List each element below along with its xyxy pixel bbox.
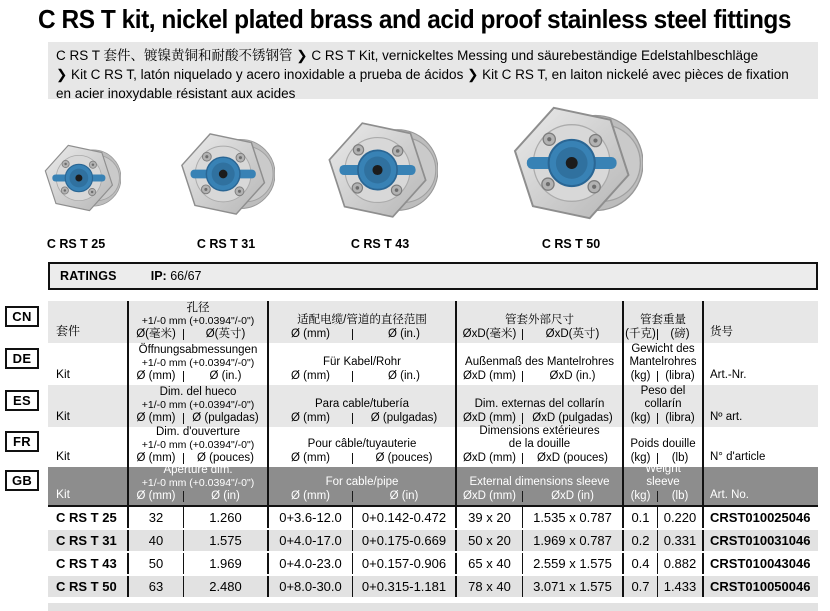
unit-label: ØxD (mm)	[462, 412, 516, 424]
group-title: External dimensions sleeve	[469, 476, 610, 488]
unit-label: (lb)	[671, 490, 689, 502]
page-title: C RS T kit, nickel plated brass and acid proof stainless steel fittings	[38, 4, 792, 34]
cable-in: 0+0.315-1.181	[352, 576, 455, 597]
cable-header-group	[267, 343, 455, 385]
product-label: C RS T 50	[541, 237, 601, 251]
group-title: collarín	[644, 398, 682, 410]
unit-labels	[129, 451, 267, 465]
multilingual-description	[48, 42, 818, 99]
weight-kg: 0.2	[622, 530, 657, 551]
aperture-header-group	[127, 385, 267, 427]
sleeve-mm: 65 x 40	[455, 553, 522, 574]
weight-lb: 0.331	[657, 530, 702, 551]
group-title: Dimensions extérieures	[479, 425, 600, 437]
group-title: 管套外部尺寸	[505, 314, 574, 326]
cable-header-group	[267, 427, 455, 467]
aperture-in: 2.480	[183, 576, 267, 597]
weight-kg: 0.7	[622, 576, 657, 597]
lang-badge-cn: CN	[5, 306, 39, 327]
group-title: Gewicht des	[631, 343, 695, 355]
cable-mm: 0+8.0-30.0	[267, 576, 352, 597]
table-row	[48, 576, 818, 597]
unit-labels	[269, 327, 455, 341]
kit-name: C RS T 31	[56, 533, 117, 548]
group-title: Dim. d'ouverture	[155, 426, 240, 438]
kit-header-cell: Kit	[56, 367, 71, 381]
unit-label: Ø (pulgadas)	[192, 412, 259, 424]
unit-label: ØxD (pulgadas)	[532, 412, 613, 424]
weight-header-group	[622, 343, 702, 385]
unit-label: Ø (in.)	[388, 328, 420, 340]
unit-labels	[624, 369, 702, 383]
unit-label: Ø (mm)	[136, 412, 176, 424]
unit-labels	[269, 369, 455, 383]
sleeve-header-group	[455, 301, 622, 343]
group-title: 管套重量	[640, 314, 686, 326]
unit-label: Ø(英寸)	[205, 328, 246, 340]
kit-header-cell: Kit	[56, 449, 71, 463]
unit-labels	[129, 327, 267, 341]
art-header-cell: Nº art.	[702, 385, 818, 427]
tolerance-label: +1/-0 mm (+0.0394"/-0")	[141, 315, 255, 327]
group-title: For cable/pipe	[325, 476, 399, 488]
product-figure	[326, 114, 438, 231]
kit-header-cell: Kit	[56, 487, 71, 501]
unit-label: (kg)	[630, 370, 651, 382]
weight-header-group	[622, 385, 702, 427]
unit-labels	[457, 451, 622, 465]
product-figure	[511, 97, 643, 234]
kit-header-cell: Kit	[56, 409, 71, 423]
fitting-image	[326, 114, 438, 226]
unit-label: ØxD(毫米)	[462, 328, 517, 340]
aperture-in: 1.969	[183, 553, 267, 574]
group-title: Poids douille	[630, 438, 696, 450]
table-row	[48, 553, 818, 576]
group-title: Außenmaß des Mantelrohres	[465, 356, 614, 368]
tolerance-label: +1/-0 mm (+0.0394"/-0")	[141, 477, 255, 489]
unit-label: ØxD (mm)	[462, 370, 516, 382]
unit-label: Ø(毫米)	[136, 328, 176, 340]
weight-lb: 0.882	[657, 553, 702, 574]
group-title: Mantelrohres	[629, 356, 697, 368]
group-title: Dim. del hueco	[159, 386, 237, 398]
unit-label: Ø (mm)	[291, 412, 330, 424]
unit-labels	[624, 489, 702, 503]
unit-label: ØxD (mm)	[462, 490, 516, 502]
fitting-image	[511, 97, 643, 229]
unit-labels	[457, 411, 622, 425]
kit-name: C RS T 43	[56, 556, 117, 571]
fitting-image	[179, 126, 275, 222]
aperture-header-group	[127, 343, 267, 385]
product-photos	[0, 100, 830, 260]
unit-label: (kg)	[630, 452, 651, 464]
aperture-header-group	[127, 464, 267, 505]
unit-label: ØxD(英寸)	[545, 328, 600, 340]
unit-label: (lb)	[671, 452, 689, 464]
product-figure	[179, 126, 275, 227]
cable-mm: 0+4.0-17.0	[267, 530, 352, 551]
spec-table-body	[48, 507, 818, 597]
table-row	[48, 507, 818, 530]
tolerance-label: +1/-0 mm (+0.0394"/-0")	[141, 399, 255, 411]
aperture-mm: 40	[127, 530, 183, 551]
spec-table-header	[48, 301, 818, 507]
unit-labels	[129, 489, 267, 503]
table-row	[48, 530, 818, 553]
art-no: CRST010025046	[702, 507, 818, 528]
group-title: Für Kabel/Rohr	[323, 356, 401, 368]
aperture-in: 1.260	[183, 507, 267, 528]
unit-label: ØxD (pouces)	[537, 452, 608, 464]
header-row-de	[48, 343, 818, 385]
weight-header-group	[622, 463, 702, 505]
sleeve-header-group	[455, 467, 622, 505]
unit-labels	[624, 411, 702, 425]
unit-label: Ø (mm)	[291, 452, 330, 464]
sleeve-header-group	[455, 427, 622, 467]
unit-label: (kg)	[630, 412, 651, 424]
unit-labels	[624, 327, 702, 341]
group-title: Para cable/tubería	[315, 398, 409, 410]
unit-label: Ø (in)	[211, 490, 240, 502]
weight-kg: 0.4	[622, 553, 657, 574]
art-header-cell: Art. No.	[702, 467, 818, 505]
group-title: Peso del	[640, 385, 686, 397]
art-no: CRST010050046	[702, 576, 818, 597]
intro-line: C RS T 套件、镀镍黄铜和耐酸不锈钢管 ❯ C RS T Kit, vernickeltes Messing und säurebeständige Edelstahlbeschläge	[56, 48, 759, 63]
cable-mm: 0+4.0-23.0	[267, 553, 352, 574]
sleeve-header-group	[455, 343, 622, 385]
product-figure	[43, 139, 121, 222]
group-title: de la douille	[508, 438, 571, 450]
unit-label: Ø (pouces)	[375, 452, 433, 464]
unit-label: Ø (mm)	[136, 370, 176, 382]
group-title: Pour câble/tuyauterie	[307, 438, 417, 450]
unit-label: Ø (mm)	[136, 452, 176, 464]
unit-label: Ø (mm)	[291, 370, 330, 382]
sleeve-header-group	[455, 385, 622, 427]
sleeve-in: 2.559 x 1.575	[522, 553, 622, 574]
header-row-gb	[48, 463, 818, 507]
header-row-cn	[48, 301, 818, 343]
group-title: Weight	[645, 463, 681, 475]
weight-header-group	[622, 427, 702, 467]
sleeve-mm: 50 x 20	[455, 530, 522, 551]
spec-table	[48, 301, 818, 597]
unit-label: Ø (in.)	[209, 370, 242, 382]
aperture-in: 1.575	[183, 530, 267, 551]
unit-labels	[457, 489, 622, 503]
aperture-mm: 50	[127, 553, 183, 574]
weight-header-group	[622, 301, 702, 343]
aperture-mm: 63	[127, 576, 183, 597]
cable-in: 0+0.157-0.906	[352, 553, 455, 574]
art-no: CRST010031046	[702, 530, 818, 551]
intro-line: en acier inoxydable résistant aux acides	[56, 86, 296, 101]
aperture-mm: 32	[127, 507, 183, 528]
sleeve-in: 1.535 x 0.787	[522, 507, 622, 528]
kit-name: C RS T 25	[56, 510, 117, 525]
unit-labels	[269, 451, 455, 465]
lang-badge-es: ES	[5, 390, 39, 411]
header-row-es	[48, 385, 818, 427]
aperture-header-group	[127, 301, 267, 343]
art-header-cell: 货号	[702, 301, 818, 343]
sleeve-in: 3.071 x 1.575	[522, 576, 622, 597]
cable-header-group	[267, 467, 455, 505]
unit-label: Ø (pouces)	[197, 452, 254, 464]
unit-label: Ø (mm)	[291, 490, 330, 502]
unit-labels	[269, 489, 455, 503]
group-title: Öffnungsabmessungen	[138, 344, 258, 356]
kit-header-cell: 套件	[56, 324, 81, 338]
sleeve-mm: 78 x 40	[455, 576, 522, 597]
tolerance-label: +1/-0 mm (+0.0394"/-0")	[141, 357, 255, 369]
group-title: Aperture dim.	[163, 464, 233, 476]
fitting-image	[43, 139, 121, 217]
art-header-cell: Art.-Nr.	[702, 343, 818, 385]
weight-lb: 0.220	[657, 507, 702, 528]
unit-labels	[129, 411, 267, 425]
unit-labels	[457, 369, 622, 383]
unit-labels	[129, 369, 267, 383]
intro-line: ❯ Kit C RS T, latón niquelado y acero inoxidable a prueba de ácidos ❯ Kit C RS T, en laiton nickelé avec pièces de fixation	[56, 67, 789, 82]
sleeve-mm: 39 x 20	[455, 507, 522, 528]
unit-label: Ø (in.)	[388, 370, 420, 382]
header-row-fr	[48, 427, 818, 467]
unit-label: (libra)	[665, 370, 695, 382]
weight-lb: 1.433	[657, 576, 702, 597]
unit-label: ØxD (in)	[551, 490, 594, 502]
cable-in: 0+0.142-0.472	[352, 507, 455, 528]
cable-mm: 0+3.6-12.0	[267, 507, 352, 528]
tolerance-label: +1/-0 mm (+0.0394"/-0")	[141, 439, 255, 451]
unit-label: Ø (mm)	[136, 490, 176, 502]
unit-label: Ø (pulgadas)	[370, 412, 438, 424]
unit-label: (kg)	[630, 490, 651, 502]
lang-badge-fr: FR	[5, 431, 39, 452]
product-label: C RS T 43	[350, 237, 410, 251]
ip-rating: IP: 66/67	[150, 269, 202, 283]
art-header-cell: N° d'article	[702, 427, 818, 467]
unit-labels	[269, 411, 455, 425]
lang-badge-de: DE	[5, 348, 39, 369]
unit-label: Ø (in)	[389, 490, 419, 502]
kit-name: C RS T 50	[56, 579, 117, 594]
cable-header-group	[267, 385, 455, 427]
group-title: sleeve	[646, 476, 680, 488]
group-title: Dim. externas del collarín	[474, 398, 605, 410]
product-label: C RS T 25	[46, 237, 106, 251]
unit-label: (千克)	[625, 328, 656, 340]
unit-label: (磅)	[670, 328, 690, 340]
unit-label: Ø (mm)	[291, 328, 330, 340]
ratings-bar	[48, 262, 818, 290]
art-no: CRST010043046	[702, 553, 818, 574]
lang-badge-gb: GB	[5, 470, 39, 491]
next-section-strip	[48, 603, 818, 611]
sleeve-in: 1.969 x 0.787	[522, 530, 622, 551]
product-label: C RS T 31	[196, 237, 256, 251]
group-title: 适配电缆/管道的直径范围	[297, 314, 427, 326]
weight-kg: 0.1	[622, 507, 657, 528]
ratings-label: RATINGS	[60, 269, 117, 283]
unit-label: (libra)	[665, 412, 695, 424]
unit-label: ØxD (in.)	[549, 370, 596, 382]
cable-in: 0+0.175-0.669	[352, 530, 455, 551]
cable-header-group	[267, 301, 455, 343]
unit-label: ØxD (mm)	[462, 452, 516, 464]
unit-labels	[457, 327, 622, 341]
aperture-header-group	[127, 427, 267, 467]
group-title: 孔径	[186, 302, 210, 314]
